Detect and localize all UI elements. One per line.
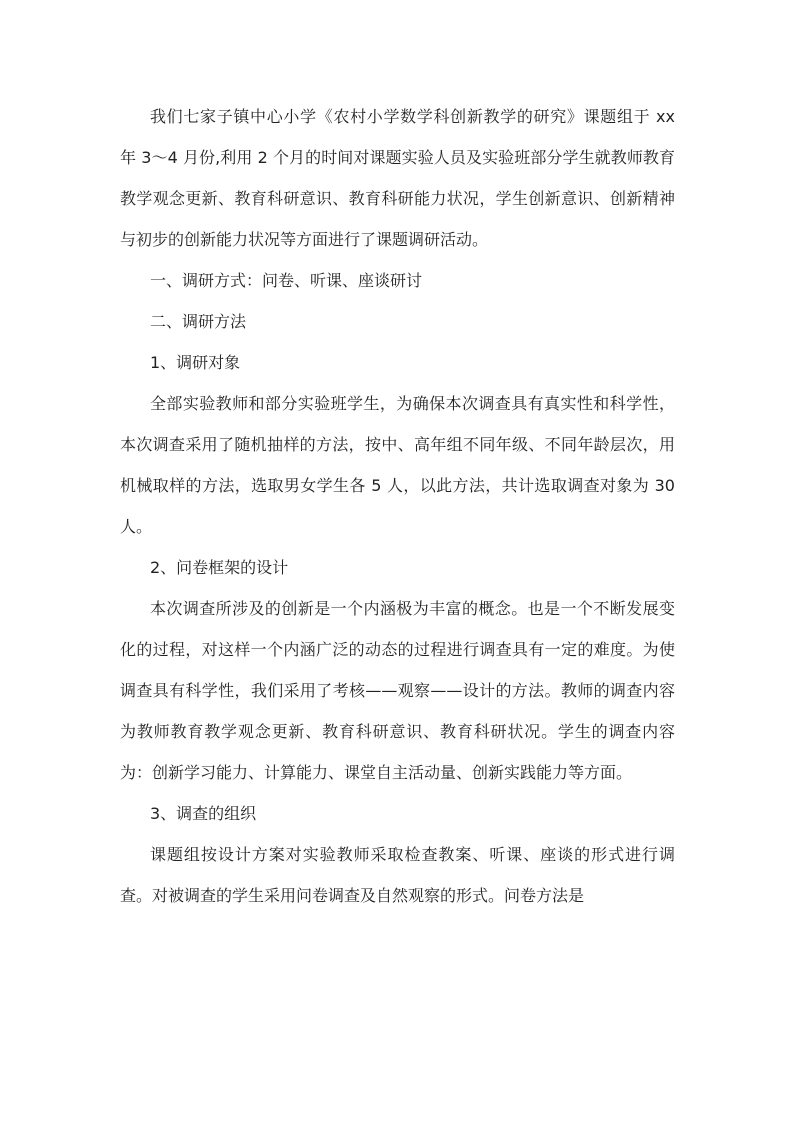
subsection-heading-questionnaire-design: 2、问卷框架的设计 [150,558,289,577]
subsection-heading-research-subjects: 1、调研对象 [150,353,241,372]
research-subjects-paragraph: 全部实验教师和部分实验班学生，为确保本次调查具有真实性和科学性，本次调查采用了随机抽样的方法，按中、高年组不同年级、不同年龄层次，用机械取样的方法，选取男女学生各 5 人，以此方法，共计选取调查对象为 30 人。 [120,394,675,536]
section-heading-research-method: 一、调研方式：问卷、听课、座谈研讨 [150,271,423,290]
subsection-heading-survey-organization: 3、调查的组织 [150,804,257,823]
survey-organization-paragraph: 课题组按设计方案对实验教师采取检查教案、听课、座谈的形式进行调查。对被调查的学生采用问卷调查及自然观察的形式。问卷方法是 [120,845,675,905]
questionnaire-design-paragraph: 本次调查所涉及的创新是一个内涵极为丰富的概念。也是一个不断发展变化的过程，对这样一个内涵广泛的动态的过程进行调查具有一定的难度。为使调查具有科学性，我们采用了考核——观察——设计的方法。教师的调查内容为教师教育教学观念更新、教育科研意识、教育科研状况。学生的调查内容为：创新学习能力、计算能力、课堂自主活动量、创新实践能力等方面。 [120,599,675,782]
intro-paragraph: 我们七家子镇中心小学《农村小学数学科创新教学的研究》课题组于 xx 年 3～4 月份,利用 2 个月的时间对课题实验人员及实验班部分学生就教师教育教学观念更新、教育科研意识、教育科研能力状况，学生创新意识、创新精神与初步的创新能力状况等方面进行了课题调研活动。 [120,107,675,249]
section-heading-research-approach: 二、调研方法 [150,312,247,331]
document-body [120,96,675,916]
